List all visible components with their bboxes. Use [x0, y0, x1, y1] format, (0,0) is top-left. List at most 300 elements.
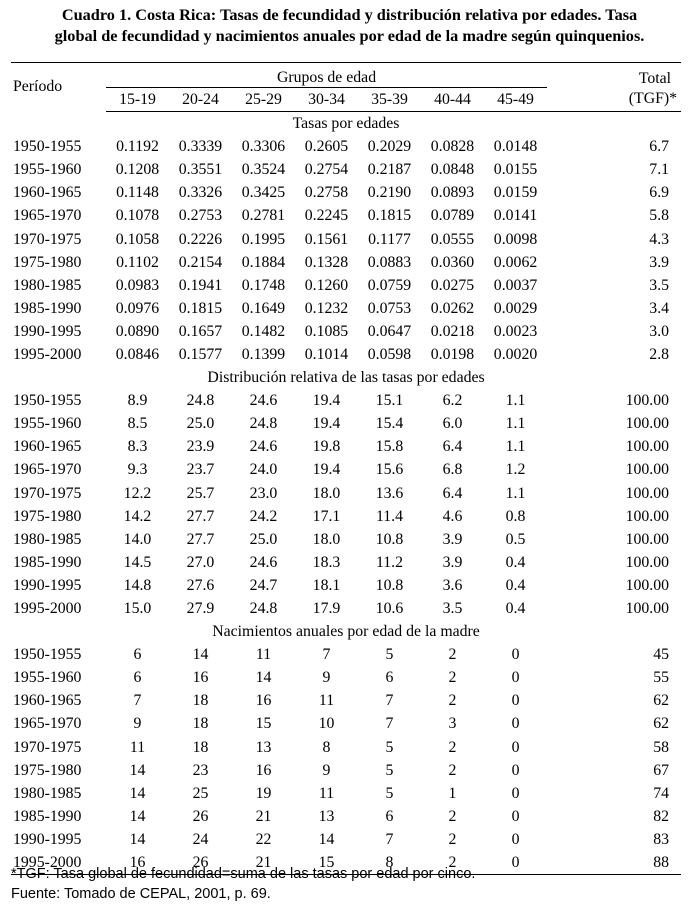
cell-value: 0.0360: [430, 253, 475, 271]
table-row: [11, 251, 681, 274]
cell-periodo: 1970-1975: [13, 484, 82, 502]
cell-value: 1: [448, 784, 457, 802]
cell-total: 100.00: [625, 600, 670, 618]
cell-value: 0: [484, 851, 547, 875]
cell-value: 0.1232: [304, 299, 349, 317]
table-notes: [11, 864, 475, 904]
cell-value: 11: [318, 692, 335, 710]
cell-value: 14.2: [123, 507, 152, 525]
cell-value: 14: [129, 784, 146, 802]
cell-value: 0.1399: [241, 345, 286, 363]
cell-value: 7: [322, 646, 331, 664]
cell-periodo: 1975-1980: [13, 507, 82, 525]
cell-total: 2.8: [649, 345, 670, 363]
table-title: [0, 4, 699, 46]
title-line-2: global de fecundidad y nacimientos anuales por edad de la madre según quinquenios.: [54, 26, 645, 45]
table-row: [11, 666, 681, 689]
cell-value: 16: [255, 761, 272, 779]
cell-value: 13: [318, 807, 335, 825]
cell-value: 0.0555: [430, 230, 475, 248]
cell-value: 24.6: [249, 392, 278, 410]
cell-value: 0: [511, 784, 520, 802]
cell-value: 19.4: [312, 415, 341, 433]
cell-value: 27.7: [186, 530, 215, 548]
cell-value: 12.2: [123, 484, 152, 502]
cell-value: 13.6: [375, 484, 404, 502]
cell-value: 0.1102: [116, 253, 159, 271]
header-age-group: 30-34: [295, 88, 358, 112]
cell-value: 15.1: [375, 392, 404, 410]
header-grupos-de-edad: Grupos de edad: [106, 63, 547, 88]
cell-total: 45: [653, 646, 670, 664]
cell-value: 5: [385, 761, 394, 779]
cell-value: 8: [322, 738, 331, 756]
table-row: [11, 643, 681, 666]
cell-value: 0.2753: [178, 207, 223, 225]
cell-periodo: 1970-1975: [13, 738, 82, 756]
cell-value: 10.8: [375, 576, 404, 594]
cell-value: 2: [448, 669, 457, 687]
cell-value: 23.7: [186, 461, 215, 479]
cell-periodo: 1955-1960: [13, 161, 82, 179]
cell-value: 21: [232, 851, 295, 875]
table-row: [11, 274, 681, 297]
cell-value: 19.4: [312, 461, 341, 479]
header-tgf: (TGF)*: [547, 88, 681, 112]
cell-value: 0.0218: [430, 322, 475, 340]
cell-value: 0.4: [505, 600, 526, 618]
table-row: [11, 689, 681, 712]
cell-value: 18: [192, 715, 209, 733]
cell-value: 7: [385, 692, 394, 710]
cell-value: 21: [255, 807, 272, 825]
table-row: [11, 227, 681, 250]
cell-value: 0.3551: [178, 161, 223, 179]
cell-value: 2: [421, 851, 484, 875]
cell-value: 14: [129, 761, 146, 779]
cell-value: 0.0037: [493, 276, 538, 294]
cell-value: 15.0: [123, 600, 152, 618]
cell-value: 16: [106, 851, 169, 875]
cell-value: 24.7: [249, 576, 278, 594]
header-total: Total: [547, 63, 681, 88]
cell-value: 0.0893: [430, 184, 475, 202]
cell-value: 0: [511, 761, 520, 779]
header-age-group: 25-29: [232, 88, 295, 112]
cell-total: 74: [653, 784, 670, 802]
cell-value: 6: [385, 669, 394, 687]
cell-value: 0.0983: [115, 276, 160, 294]
cell-value: 0.2226: [178, 230, 223, 248]
cell-value: 19.8: [312, 438, 341, 456]
cell-value: 8: [358, 851, 421, 875]
cell-value: 8.9: [127, 392, 148, 410]
cell-value: 26: [192, 807, 209, 825]
cell-value: 3.5: [442, 600, 463, 618]
table-row: [11, 343, 681, 366]
cell-total: 4.3: [649, 230, 670, 248]
cell-value: 0.4: [505, 553, 526, 571]
cell-value: 0.1328: [304, 253, 349, 271]
cell-value: 13: [255, 738, 272, 756]
cell-value: 24.6: [249, 553, 278, 571]
cell-value: 0: [511, 669, 520, 687]
header-age-group: 35-39: [358, 88, 421, 112]
section-header-row: [11, 620, 681, 643]
cell-value: 1.2: [505, 461, 526, 479]
cell-value: 3.9: [442, 553, 463, 571]
cell-periodo: 1965-1970: [13, 715, 82, 733]
cell-value: 10.8: [375, 530, 404, 548]
cell-value: 0.2781: [241, 207, 286, 225]
cell-value: 0.0141: [493, 207, 538, 225]
cell-value: 6: [133, 669, 142, 687]
table-row: [11, 412, 681, 435]
cell-value: 14.5: [123, 553, 152, 571]
cell-total: 100.00: [625, 484, 670, 502]
cell-value: 6.0: [442, 415, 463, 433]
cell-value: 6: [133, 646, 142, 664]
table-row: [11, 297, 681, 320]
table-row: [11, 482, 681, 505]
cell-value: 0.1148: [116, 184, 159, 202]
cell-value: 0.1078: [115, 207, 160, 225]
cell-value: 0.0753: [367, 299, 412, 317]
cell-value: 0.2190: [367, 184, 412, 202]
cell-periodo: 1955-1960: [13, 415, 82, 433]
cell-total: 100.00: [625, 415, 670, 433]
cell-total: 100.00: [625, 530, 670, 548]
cell-value: 5: [385, 646, 394, 664]
cell-value: 0.1815: [178, 299, 223, 317]
cell-value: 0: [511, 830, 520, 848]
cell-periodo: 1985-1990: [13, 807, 82, 825]
header-row-2: [11, 88, 681, 112]
cell-value: 1.1: [505, 438, 526, 456]
cell-periodo: 1985-1990: [13, 553, 82, 571]
cell-value: 3.6: [442, 576, 463, 594]
cell-total: 83: [653, 830, 670, 848]
cell-value: 7: [385, 715, 394, 733]
cell-total: 88: [547, 851, 681, 875]
section-title: Nacimientos anuales por edad de la madre: [212, 623, 480, 641]
cell-value: 0.1577: [178, 345, 223, 363]
cell-total: 3.9: [649, 253, 670, 271]
cell-value: 0.0029: [493, 299, 538, 317]
cell-value: 17.9: [312, 600, 341, 618]
cell-value: 24: [192, 830, 209, 848]
cell-value: 0.0598: [367, 345, 412, 363]
cell-value: 14: [318, 830, 335, 848]
cell-value: 24.0: [249, 461, 278, 479]
cell-value: 2: [448, 830, 457, 848]
section-title: Tasas por edades: [292, 115, 400, 133]
cell-value: 18.0: [312, 484, 341, 502]
cell-total: 100.00: [625, 553, 670, 571]
cell-value: 10: [318, 715, 335, 733]
cell-value: 0.0976: [115, 299, 160, 317]
cell-value: 9.3: [127, 461, 148, 479]
cell-total: 3.5: [649, 276, 670, 294]
cell-value: 0.1085: [304, 322, 349, 340]
cell-value: 11: [129, 738, 146, 756]
table-row: [11, 759, 681, 782]
cell-value: 25.0: [249, 530, 278, 548]
source-note: Fuente: Tomado de CEPAL, 2001, p. 69.: [11, 886, 271, 902]
cell-value: 25.0: [186, 415, 215, 433]
table-row: [11, 204, 681, 227]
cell-periodo: 1990-1995: [13, 830, 82, 848]
cell-value: 0.1815: [367, 207, 412, 225]
cell-value: 9: [322, 669, 331, 687]
cell-value: 15: [295, 851, 358, 875]
cell-value: 0.0020: [493, 345, 538, 363]
cell-total: 62: [653, 692, 670, 710]
cell-value: 4.6: [442, 507, 463, 525]
cell-value: 1.1: [505, 484, 526, 502]
cell-value: 0.0647: [367, 322, 412, 340]
cell-total: 100.00: [625, 438, 670, 456]
cell-value: 15.4: [375, 415, 404, 433]
cell-value: 0.1995: [241, 230, 286, 248]
table-header: [11, 63, 681, 112]
cell-value: 0.4: [505, 576, 526, 594]
cell-periodo: 1960-1965: [13, 184, 82, 202]
table-row: [11, 712, 681, 735]
cell-periodo: 1960-1965: [13, 692, 82, 710]
cell-periodo: 1970-1975: [13, 230, 82, 248]
cell-value: 9: [133, 715, 142, 733]
cell-value: 6.4: [442, 438, 463, 456]
cell-value: 14: [192, 646, 209, 664]
cell-total: 67: [653, 761, 670, 779]
cell-value: 0.1192: [116, 138, 159, 156]
cell-value: 11: [255, 646, 272, 664]
cell-total: 58: [653, 738, 670, 756]
table-row: [11, 458, 681, 481]
cell-periodo: 1990-1995: [13, 322, 82, 340]
cell-value: 27.7: [186, 507, 215, 525]
cell-value: 0.0828: [430, 138, 475, 156]
cell-value: 0.0883: [367, 253, 412, 271]
cell-value: 19.4: [312, 392, 341, 410]
cell-periodo: 1955-1960: [13, 669, 82, 687]
cell-value: 18.1: [312, 576, 341, 594]
cell-value: 14: [129, 807, 146, 825]
fertility-table: [11, 62, 681, 875]
cell-value: 6.2: [442, 392, 463, 410]
cell-value: 0.3326: [178, 184, 223, 202]
cell-value: 6.4: [442, 484, 463, 502]
title-line-1: Cuadro 1. Costa Rica: Tasas de fecundidad y distribución relativa por edades. Tasa: [61, 5, 638, 24]
table-row: [11, 597, 681, 620]
table-row: [11, 389, 681, 412]
cell-value: 2: [448, 738, 457, 756]
cell-value: 0.0262: [430, 299, 475, 317]
cell-total: 3.0: [649, 322, 670, 340]
cell-value: 14.8: [123, 576, 152, 594]
cell-value: 0.2245: [304, 207, 349, 225]
cell-periodo: 1985-1990: [13, 299, 82, 317]
cell-value: 0.1748: [241, 276, 286, 294]
cell-value: 18: [192, 692, 209, 710]
cell-value: 0: [511, 807, 520, 825]
cell-value: 2: [448, 807, 457, 825]
table-row: [11, 505, 681, 528]
cell-value: 15.8: [375, 438, 404, 456]
cell-total: 55: [653, 669, 670, 687]
cell-periodo: 1995-2000: [13, 345, 82, 363]
header-age-group: 40-44: [421, 88, 484, 112]
cell-value: 6: [385, 807, 394, 825]
cell-value: 1.1: [505, 415, 526, 433]
cell-value: 0.3425: [241, 184, 286, 202]
cell-periodo: 1980-1985: [13, 276, 82, 294]
cell-value: 10.6: [375, 600, 404, 618]
header-age-group: 15-19: [106, 88, 169, 112]
cell-value: 23.0: [249, 484, 278, 502]
cell-value: 24.6: [249, 438, 278, 456]
cell-value: 0.0098: [493, 230, 538, 248]
cell-value: 0.2754: [304, 161, 349, 179]
cell-value: 0.1482: [241, 322, 286, 340]
cell-value: 0.8: [505, 507, 526, 525]
cell-total: 100.00: [625, 507, 670, 525]
cell-value: 0.1657: [178, 322, 223, 340]
cell-value: 0.3524: [241, 161, 286, 179]
cell-value: 11.4: [375, 507, 404, 525]
cell-value: 7: [133, 692, 142, 710]
header-periodo: Período: [11, 63, 106, 112]
cell-total: 3.4: [649, 299, 670, 317]
cell-value: 0.2187: [367, 161, 412, 179]
table-body: [11, 112, 681, 875]
header-row-1: [11, 63, 681, 88]
cell-periodo: 1980-1985: [13, 784, 82, 802]
cell-periodo: 1950-1955: [13, 392, 82, 410]
cell-value: 22: [255, 830, 272, 848]
cell-value: 14: [129, 830, 146, 848]
cell-value: 3.9: [442, 530, 463, 548]
cell-value: 14: [255, 669, 272, 687]
cell-value: 23.9: [186, 438, 215, 456]
cell-total: 100.00: [625, 576, 670, 594]
cell-value: 0.0759: [367, 276, 412, 294]
cell-value: 16: [192, 669, 209, 687]
cell-periodo: 1965-1970: [13, 461, 82, 479]
cell-value: 27.9: [186, 600, 215, 618]
cell-value: 0.0890: [115, 322, 160, 340]
cell-value: 0.5: [505, 530, 526, 548]
table-row: [11, 736, 681, 759]
cell-total: 7.1: [649, 161, 670, 179]
cell-value: 3: [448, 715, 457, 733]
header-age-group: 45-49: [484, 88, 547, 112]
cell-value: 15: [255, 715, 272, 733]
cell-value: 17.1: [312, 507, 341, 525]
cell-value: 0.0023: [493, 322, 538, 340]
table-row: [11, 320, 681, 343]
cell-value: 25: [192, 784, 209, 802]
cell-value: 9: [322, 761, 331, 779]
cell-total: 5.8: [649, 207, 670, 225]
cell-value: 8.5: [127, 415, 148, 433]
cell-total: 62: [653, 715, 670, 733]
cell-value: 0.0789: [430, 207, 475, 225]
cell-value: 0.0198: [430, 345, 475, 363]
cell-value: 0: [511, 715, 520, 733]
cell-value: 24.8: [249, 415, 278, 433]
table-row: [11, 574, 681, 597]
cell-value: 0.1649: [241, 299, 286, 317]
cell-value: 27.0: [186, 553, 215, 571]
cell-value: 0.3339: [178, 138, 223, 156]
section-header-row: [11, 112, 681, 136]
table-row: [11, 135, 681, 158]
cell-value: 6.8: [442, 461, 463, 479]
table-row: [11, 181, 681, 204]
table-row: [11, 158, 681, 181]
cell-value: 0.1177: [368, 230, 411, 248]
cell-value: 0.0275: [430, 276, 475, 294]
cell-value: 14.0: [123, 530, 152, 548]
cell-value: 11.2: [375, 553, 404, 571]
cell-periodo: 1975-1980: [13, 761, 82, 779]
cell-periodo: 1950-1955: [13, 138, 82, 156]
footnote-tgf: *TGF: Tasa global de fecundidad=suma de las tasas por edad por cinco.: [11, 866, 476, 882]
header-age-group: 20-24: [169, 88, 232, 112]
cell-value: 18.0: [312, 530, 341, 548]
table-row: [11, 805, 681, 828]
cell-value: 18.3: [312, 553, 341, 571]
cell-value: 0: [511, 692, 520, 710]
cell-value: 0.1884: [241, 253, 286, 271]
cell-value: 0.2605: [304, 138, 349, 156]
cell-value: 1.1: [505, 392, 526, 410]
table-row: [11, 435, 681, 458]
table-row: [11, 551, 681, 574]
table-row: [11, 782, 681, 805]
cell-value: 2: [448, 646, 457, 664]
cell-periodo: 1960-1965: [13, 438, 82, 456]
cell-value: 0.1260: [304, 276, 349, 294]
cell-value: 23: [192, 761, 209, 779]
table-row: [11, 828, 681, 851]
cell-periodo: 1990-1995: [13, 576, 82, 594]
cell-value: 0.2154: [178, 253, 223, 271]
cell-value: 0.1208: [115, 161, 160, 179]
cell-total: 100.00: [625, 392, 670, 410]
cell-value: 0.0062: [493, 253, 538, 271]
cell-value: 0.2029: [367, 138, 412, 156]
cell-value: 15.6: [375, 461, 404, 479]
cell-total: 82: [653, 807, 670, 825]
cell-value: 7: [385, 830, 394, 848]
cell-value: 2: [448, 692, 457, 710]
cell-value: 0.1561: [304, 230, 349, 248]
cell-total: 6.7: [649, 138, 670, 156]
cell-value: 0.0155: [493, 161, 538, 179]
cell-value: 11: [318, 784, 335, 802]
cell-value: 5: [385, 738, 394, 756]
cell-value: 0.0848: [430, 161, 475, 179]
cell-periodo: 1965-1970: [13, 207, 82, 225]
cell-total: 100.00: [625, 461, 670, 479]
cell-value: 0: [511, 738, 520, 756]
cell-value: 0.1058: [115, 230, 160, 248]
cell-value: 0: [511, 646, 520, 664]
cell-value: 18: [192, 738, 209, 756]
